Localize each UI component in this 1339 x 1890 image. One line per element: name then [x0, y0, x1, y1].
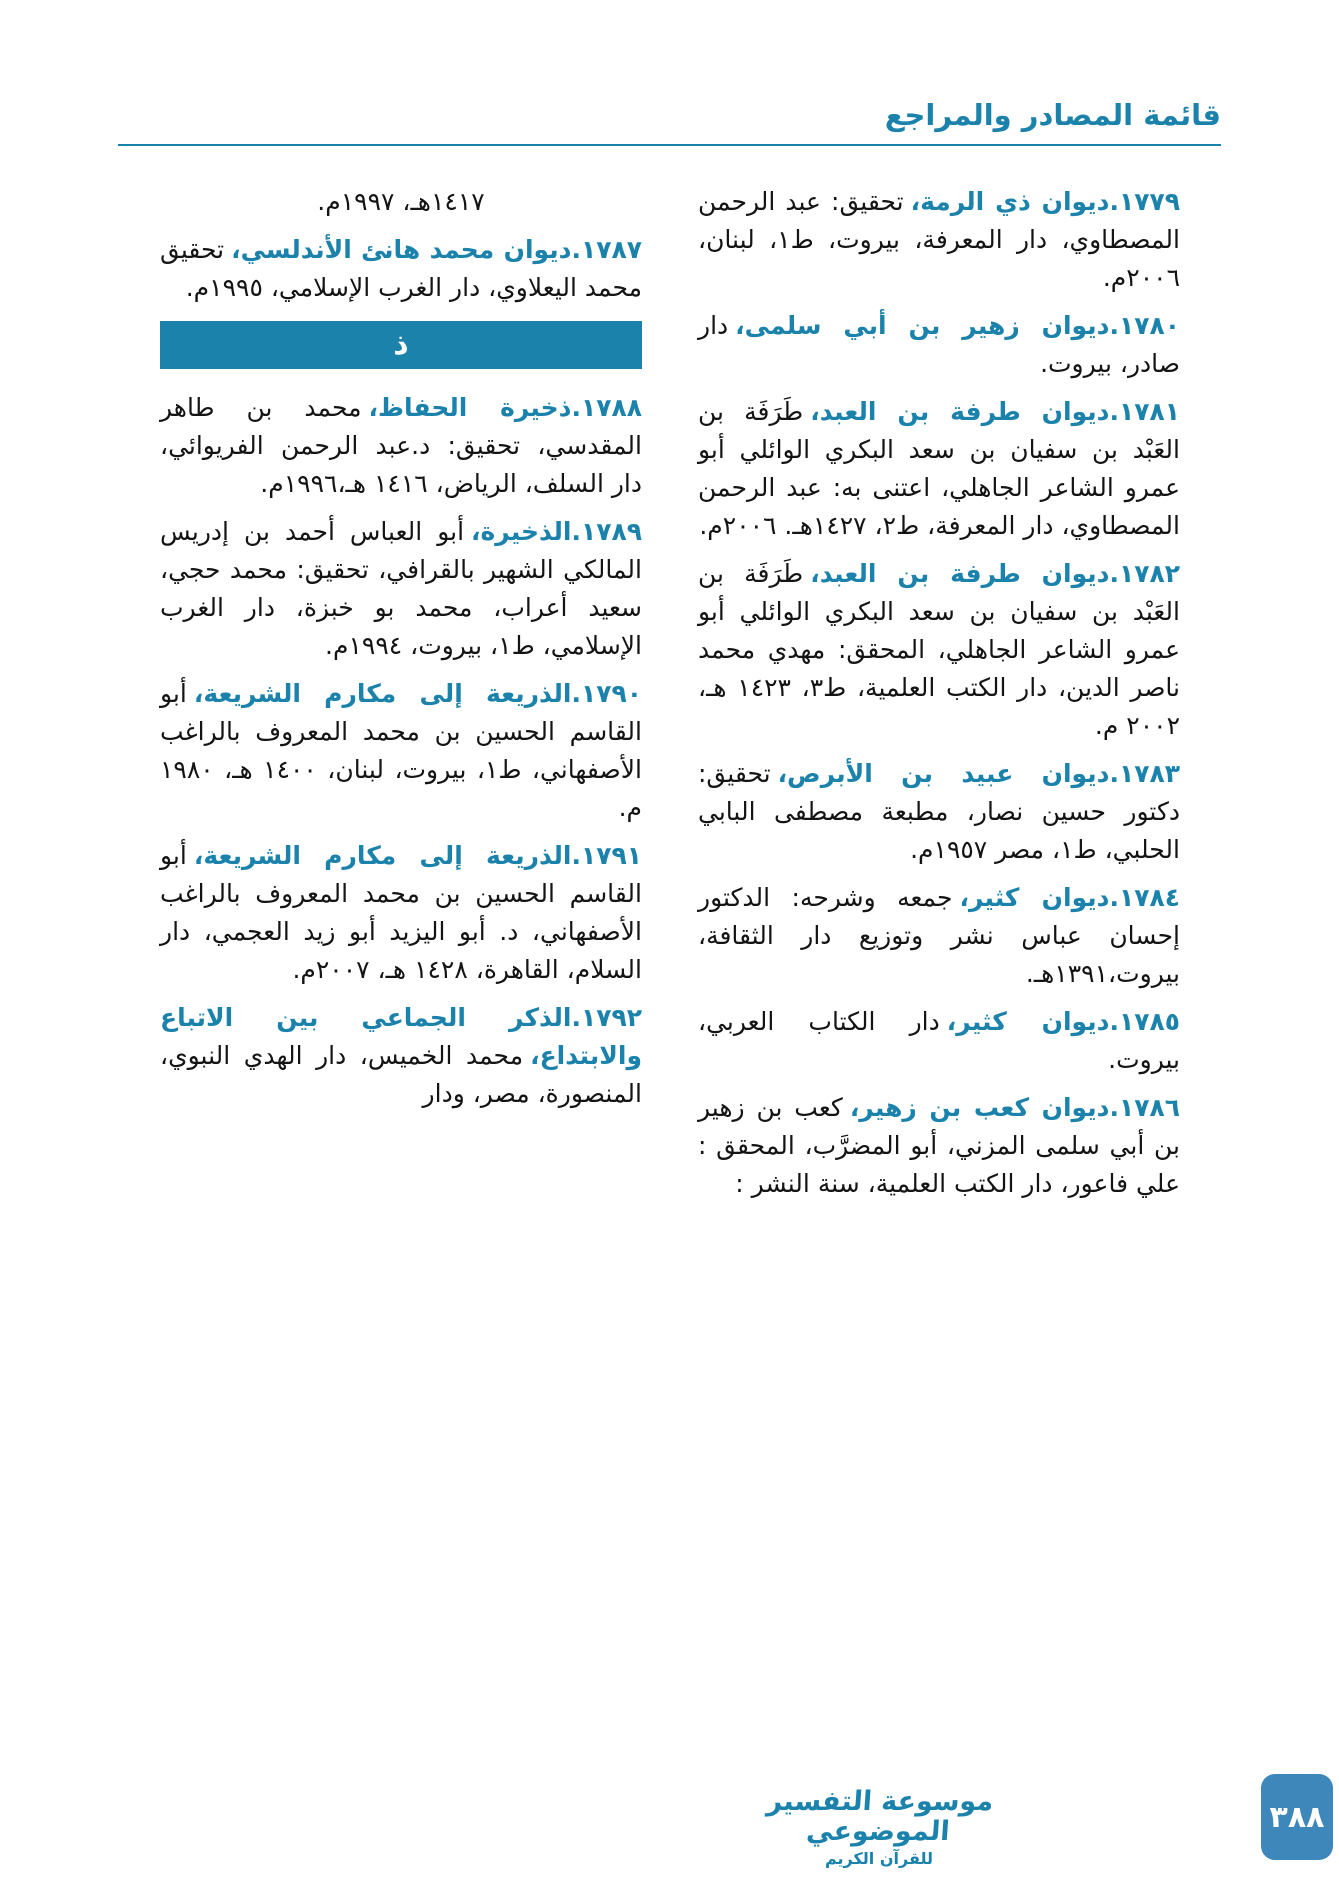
- entry-title: ديوان كثير،: [959, 883, 1110, 912]
- entry-text: جمعه وشرحه: الدكتور إحسان عباس نشر وتوزيع دار الثقافة، بيروت،١٣٩١هـ.: [698, 883, 1180, 988]
- entry-title: الذريعة إلى مكارم الشريعة،: [193, 841, 572, 870]
- bibliography-entry: [698, 183, 1180, 297]
- section-divider-dhal: ذ: [160, 321, 642, 369]
- entry-number: ١٧٨٨.: [571, 393, 642, 422]
- bibliography-columns: [159, 183, 1180, 1213]
- entry-text: طَرَفَة بن العَبْد بن سفيان بن سعد البكري الوائلي أبو عمرو الشاعر الجاهلي، المحقق: مهدي محمد ناصر الدين، دار الكتب العلمية، ط٣، ١٤٢٣ هـ، ٢٠٠٢ م.: [698, 559, 1180, 740]
- entry-text: محمد بن طاهر المقدسي، تحقيق: د.عبد الرحمن الفريوائي، دار السلف، الرياض، ١٤١٦ هـ،١٩٩٦م.: [160, 393, 642, 498]
- entry-title: ديوان طرفة بن العبد،: [810, 397, 1110, 426]
- entry-continuation-text: ١٤١٧هـ، ١٩٩٧م.: [317, 187, 485, 216]
- page-number-badge: [1261, 1774, 1333, 1860]
- entry-title: ذخيرة الحفاظ،: [368, 393, 572, 422]
- entry-number: ١٧٩١.: [571, 841, 642, 870]
- entry-text: كعب بن زهير بن أبي سلمى المزني، أبو المضرَّب، المحقق : علي فاعور، دار الكتب العلمية، سنة النشر :: [698, 1093, 1180, 1198]
- bibliography-entry: [698, 393, 1180, 545]
- publisher-logo-subtitle: للقرآن الكريم: [824, 1849, 934, 1869]
- entry-title: ديوان زهير بن أبي سلمى،: [735, 311, 1110, 340]
- bibliography-entry: [160, 675, 642, 827]
- entry-text: دار صادر، بيروت.: [698, 311, 1180, 378]
- bibliography-entry: [698, 879, 1180, 993]
- bibliography-entry: [160, 513, 642, 665]
- bibliography-entry: [160, 231, 642, 307]
- bibliography-entry: [698, 1089, 1180, 1203]
- publisher-logo: [749, 1787, 1009, 1868]
- entry-title: ديوان كعب بن زهير،: [849, 1093, 1110, 1122]
- bibliography-entry: [698, 1003, 1180, 1079]
- entry-title: ديوان طرفة بن العبد،: [810, 559, 1110, 588]
- entry-text: أبو القاسم الحسين بن محمد المعروف بالراغب الأصفهاني، ط١، بيروت، لبنان، ١٤٠٠ هـ، ١٩٨٠ م.: [160, 679, 642, 822]
- entry-number: ١٧٨٦.: [1109, 1093, 1180, 1122]
- entry-text: تحقيق محمد اليعلاوي، دار الغرب الإسلامي، ١٩٩٥م.: [160, 235, 642, 302]
- entry-text: تحقيق: عبد الرحمن المصطاوي، دار المعرفة، بيروت، ط١، لبنان، ٢٠٠٦م.: [698, 187, 1180, 292]
- entry-number: ١٧٨٩.: [571, 517, 642, 546]
- bibliography-entry: [160, 837, 642, 989]
- entry-title: الذكر الجماعي بين الاتباع والابتداع،: [160, 1003, 642, 1070]
- entry-title: الذريعة إلى مكارم الشريعة،: [193, 679, 572, 708]
- left-column: [160, 183, 642, 1123]
- entry-text: أبو العباس أحمد بن إدريس المالكي الشهير بالقرافي، تحقيق: محمد حجي، سعيد أعراب، محمد بو خبزة، دار الغرب الإسلامي، ط١، بيروت، ١٩٩٤م.: [160, 517, 642, 660]
- header-rule: [118, 144, 1221, 146]
- entry-title: الذخيرة،: [471, 517, 572, 546]
- entry-title: ديوان عبيد بن الأبرص،: [777, 759, 1110, 788]
- entry-number: ١٧٩٢.: [571, 1003, 642, 1032]
- page-header-title: قائمة المصادر والمراجع: [884, 98, 1221, 132]
- entry-title: ديوان ذي الرمة،: [910, 187, 1110, 216]
- page-header: [118, 98, 1221, 146]
- entry-number: ١٧٨١.: [1109, 397, 1181, 426]
- entry-title: ديوان محمد هانئ الأندلسي،: [231, 235, 572, 264]
- entry-number: ١٧٨٥.: [1109, 1007, 1180, 1036]
- entry-text: أبو القاسم الحسين بن محمد المعروف بالراغب الأصفهاني، د. أبو اليزيد أبو زيد العجمي، دار السلام، القاهرة، ١٤٢٨ هـ، ٢٠٠٧م.: [160, 841, 642, 984]
- entry-title: ديوان كثير،: [946, 1007, 1110, 1036]
- entry-number: ١٧٨٣.: [1109, 759, 1180, 788]
- entry-text: تحقيق: دكتور حسين نصار، مطبعة مصطفى البابي الحلبي، ط١، مصر ١٩٥٧م.: [698, 759, 1180, 864]
- entry-number: ١٧٨٠.: [1109, 311, 1180, 340]
- bibliography-entry: [160, 999, 642, 1113]
- right-column: [698, 183, 1180, 1213]
- bibliography-entry: [698, 307, 1180, 383]
- entry-number: ١٧٨٢.: [1109, 559, 1181, 588]
- entry-number: ١٧٨٤.: [1109, 883, 1181, 912]
- entry-number: ١٧٩٠.: [571, 679, 642, 708]
- entry-text: دار الكتاب العربي، بيروت.: [698, 1007, 1180, 1074]
- entry-text: محمد الخميس، دار الهدي النبوي، المنصورة، مصر، ودار: [160, 1041, 642, 1108]
- entry-text: طَرَفَة بن العَبْد بن سفيان بن سعد البكري الوائلي أبو عمرو الشاعر الجاهلي، اعتنى به: عبد الرحمن المصطاوي، دار المعرفة، ط٢، ١٤٢٧هـ. ٢٠٠٦م.: [698, 397, 1180, 540]
- page-number: ٣٨٨: [1269, 1799, 1325, 1835]
- entry-number: ١٧٨٧.: [571, 235, 642, 264]
- publisher-logo-title: موسوعة التفسير الموضوعي: [765, 1786, 995, 1847]
- bibliography-entry: [698, 755, 1180, 869]
- bibliography-entry: [160, 389, 642, 503]
- entry-number: ١٧٧٩.: [1109, 187, 1180, 216]
- bibliography-entry: [698, 555, 1180, 745]
